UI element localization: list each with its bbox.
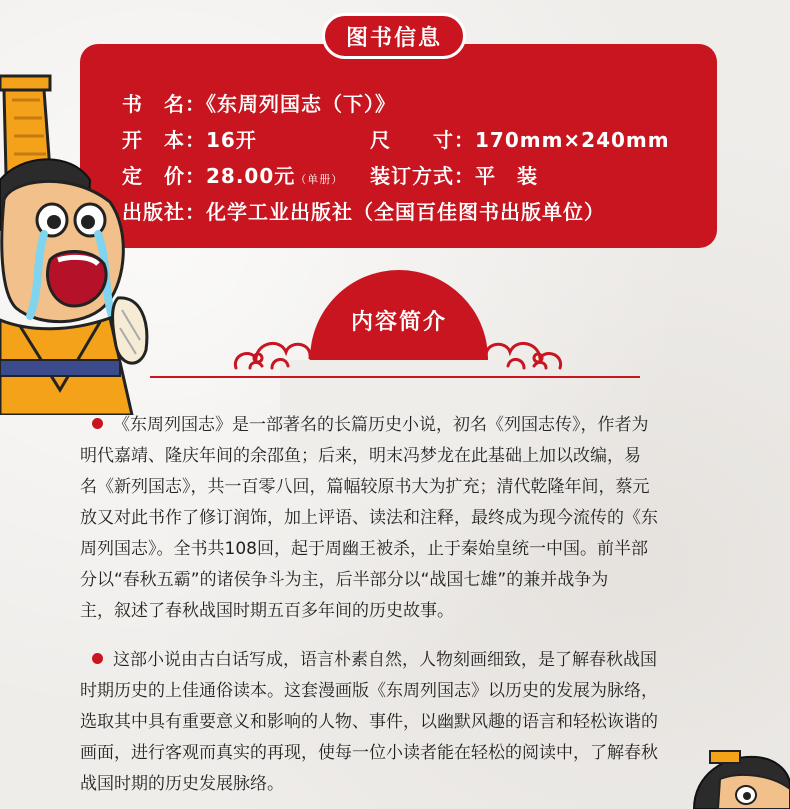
paragraph-line: 周列国志》。全书共108回，起于周幽王被杀，止于秦始皇统一中国。前半部: [80, 539, 648, 559]
paragraph-line: 战国时期的历史发展脉络。: [80, 774, 284, 794]
intro-title: 内容简介: [350, 310, 447, 335]
cloud-right-icon: [478, 318, 568, 378]
paragraph-line: 画面，进行客观而真实的再现，使每一位小读者能在轻松的阅读中，了解春秋: [80, 743, 658, 763]
paragraph-line: 分以“春秋五霸”的诸侯争斗为主，后半部分以“战国七雄”的兼并战争为: [80, 570, 609, 590]
binding-line: 装订方式：平 装: [370, 164, 538, 188]
book-title-line: 书 名：《东周列国志（下）》: [122, 92, 396, 116]
paragraph-line: 这部小说由古白话写成，语言朴素自然，人物刻画细致，是了解春秋战国: [80, 645, 720, 676]
paragraph-line: 选取其中具有重要意义和影响的人物、事件，以幽默风趣的语言和轻松诙谐的: [80, 712, 658, 732]
paragraph-line: 放又对此书作了修订润饰，加上评语、读法和注释，最终成为现今流传的《东: [80, 508, 658, 528]
cloud-left-icon: [228, 318, 318, 378]
paragraph-line: 名《新列国志》，共一百零八回，篇幅较原书大为扩充；清代乾隆年间，蔡元: [80, 477, 650, 497]
paragraph-line: 明代嘉靖、隆庆年间的余邵鱼；后来，明末冯梦龙在此基础上加以改编，易: [80, 446, 641, 466]
bullet-icon: [92, 418, 103, 429]
publisher-line: 出版社：化学工业出版社（全国百佳图书出版单位）: [122, 200, 605, 224]
paragraph-line: 时期历史的上佳通俗读本。这套漫画版《东周列国志》以历史的发展为脉络，: [80, 681, 658, 701]
bullet-icon: [92, 653, 103, 664]
paragraph-line: 《东周列国志》是一部著名的长篇历史小说，初名《列国志传》，作者为: [80, 410, 720, 441]
book-info-title: 图书信息: [322, 13, 466, 59]
size-line: 尺 寸：170mm×240mm: [370, 128, 670, 152]
peeking-character-illustration: [684, 745, 790, 809]
crying-emperor-illustration: [0, 70, 160, 415]
price-unit-note: （单册）: [295, 173, 344, 186]
paragraph-line: 主，叙述了春秋战国时期五百多年间的历史故事。: [80, 601, 454, 621]
intro-paragraph-2: [80, 645, 720, 800]
price-value: 定 价：28.00元: [122, 164, 296, 188]
book-info-panel: [80, 44, 717, 248]
intro-paragraph-1: [80, 410, 720, 627]
format-line: 开 本：16开: [122, 128, 257, 152]
